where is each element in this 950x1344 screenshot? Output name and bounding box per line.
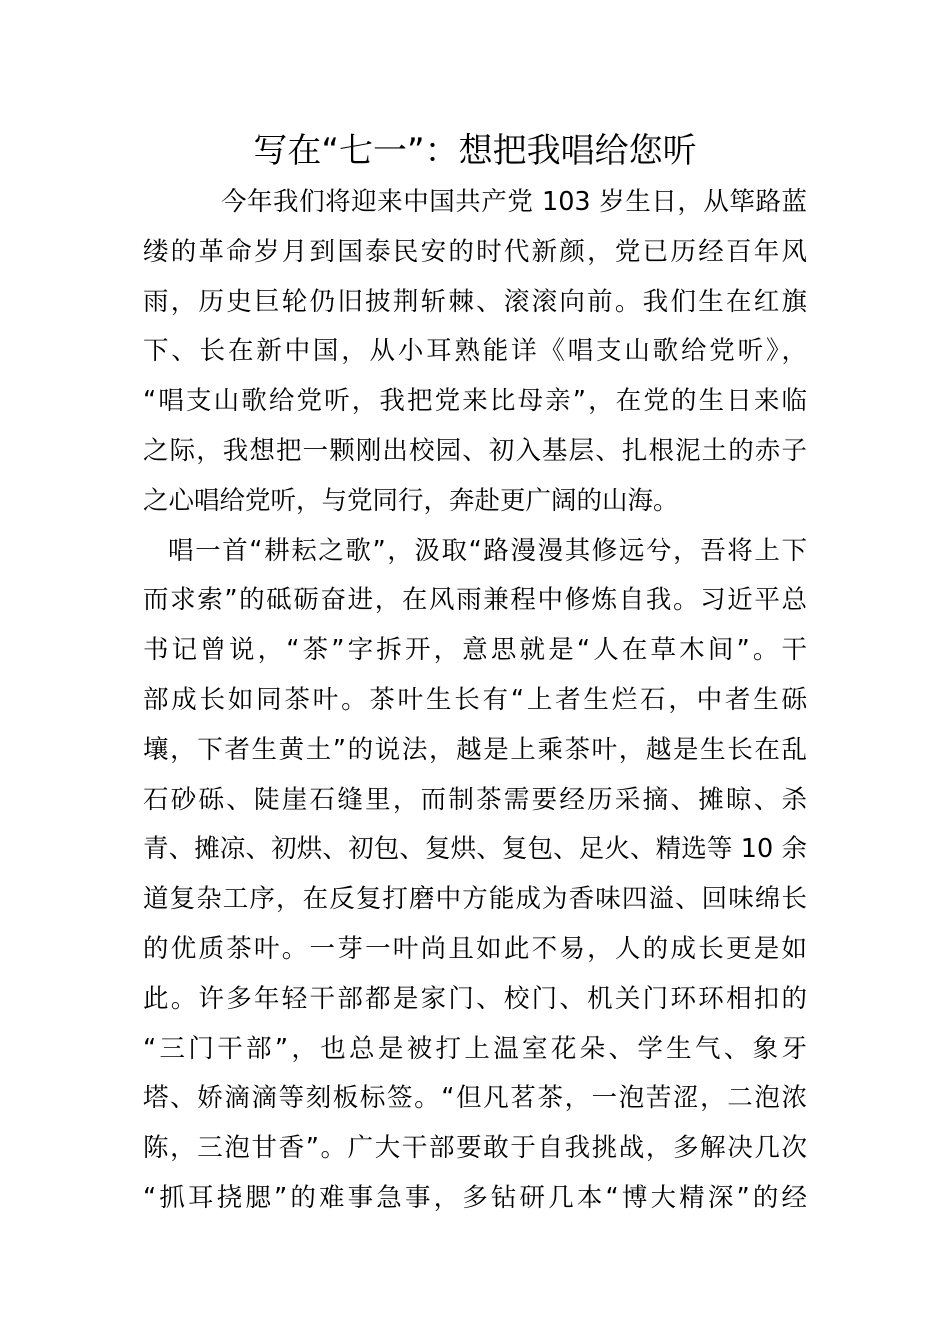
text-line: 的优质茶叶。一芽一叶尚且如此不易，人的成长更是如 (143, 933, 807, 964)
text-line: 唱一首“耕耘之歌”，汲取“路漫漫其修远兮，吾将上下 (168, 535, 807, 566)
text-line: 而求索”的砥砺奋进，在风雨兼程中修炼自我。习近平总 (143, 585, 807, 616)
text-line: 雨，历史巨轮仍旧披荆斩棘、滚滚向前。我们生在红旗 (143, 286, 807, 317)
text-line: 书记曾说，“茶”字拆开，意思就是“人在草木间”。干 (143, 635, 807, 666)
text-line: 塔、娇滴滴等刻板标签。“但凡茗茶，一泡苦涩，二泡浓 (143, 1083, 807, 1114)
text-line: 缕的革命岁月到国泰民安的时代新颜，党已历经百年风 (143, 236, 807, 267)
text-line: 部成长如同茶叶。茶叶生长有“上者生烂石，中者生砾 (143, 684, 807, 715)
text-line: “唱支山歌给党听，我把党来比母亲”，在党的生日来临 (143, 386, 807, 417)
document-body (143, 178, 807, 1224)
paragraph-2 (143, 527, 807, 1224)
text-line: 青、摊凉、初烘、初包、复烘、复包、足火、精选等 10 余 (143, 834, 807, 865)
text-line: “抓耳挠腮”的难事急事，多钻研几本“博大精深”的经 (143, 1182, 807, 1213)
text-line: 下、长在新中国，从小耳熟能详《唱支山歌给党听》， (143, 336, 807, 367)
text-line: 之际，我想把一颗刚出校园、初入基层、扎根泥土的赤子 (143, 435, 807, 466)
text-line: 陈，三泡甘香”。广大干部要敢于自我挑战，多解决几次 (143, 1133, 807, 1164)
text-line: 石砂砾、陡崖石缝里，而制茶需要经历采摘、摊晾、杀 (143, 784, 807, 815)
text-line: 之心唱给党听，与党同行，奔赴更广阔的山海。 (143, 485, 679, 516)
text-line: 道复杂工序，在反复打磨中方能成为香味四溢、回味绵长 (143, 884, 807, 915)
text-line: 壤，下者生黄土”的说法，越是上乘茶叶，越是生长在乱 (143, 734, 807, 765)
text-line: “三门干部”，也总是被打上温室花朵、学生气、象牙 (143, 1033, 807, 1064)
paragraph-1 (143, 178, 807, 527)
text-line: 此。许多年轻干部都是家门、校门、机关门环环相扣的 (143, 983, 807, 1014)
text-line: 今年我们将迎来中国共产党 103 岁生日，从筚路蓝 (221, 187, 807, 217)
document-title: 写在“七一”：想把我唱给您听 (253, 131, 697, 171)
